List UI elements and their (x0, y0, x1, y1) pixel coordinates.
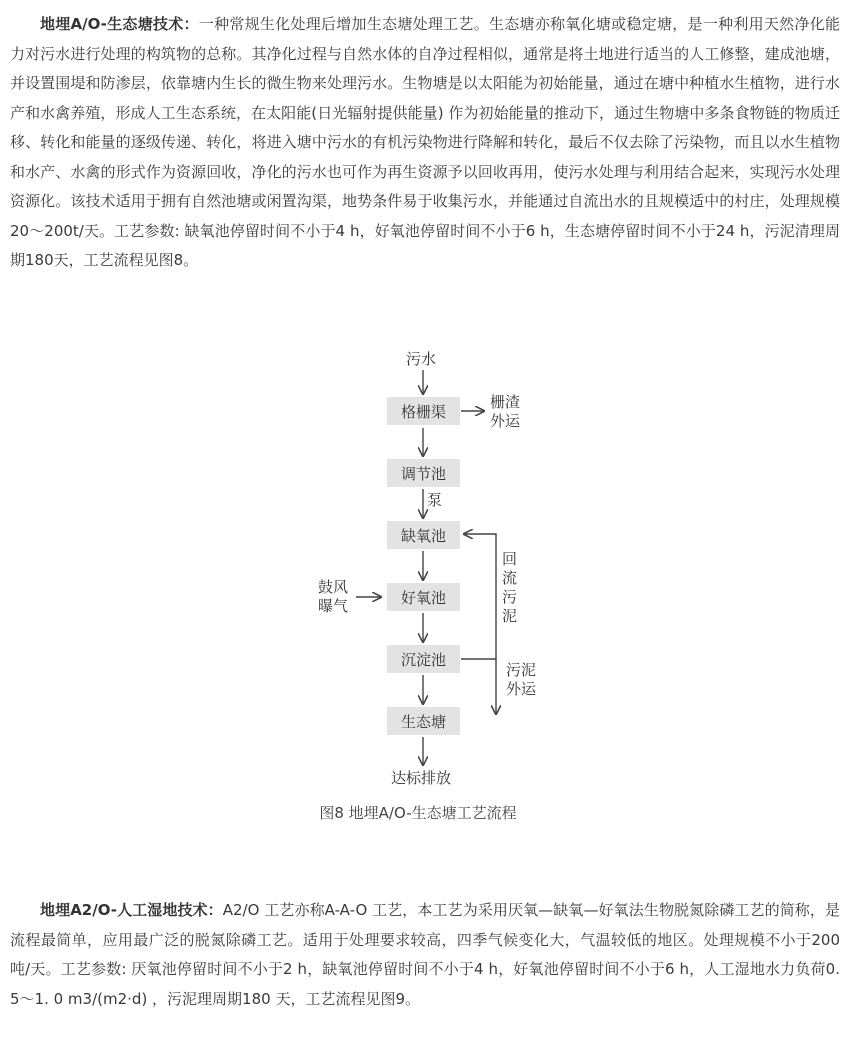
paragraph-text: A2/O 工艺亦称A-A-O 工艺，本工艺为采用厌氧—缺氧—好氧法生物脱氮除磷工艺的简称，是流程最简单，应用最广泛的脱氮除磷工艺。适用于处理要求较高，四季气候变化大，气温较低的地区。处理规模不小于200 吨/天。工艺参数: 厌氧池停留时间不小于2 h，缺氧池停留时间不小于4 h，好氧池停留时间不小于6 h，人工湿地水力负荷0. 5～1. 0 m3/(m2·d) ，污泥理周期180 天，工艺流程见图9。 (10, 901, 840, 1008)
figure-caption: 图8 地埋A/O-生态塘工艺流程 (319, 804, 517, 822)
paragraph-heading: 地埋A2/O-人工湿地技术： (40, 901, 223, 919)
flow-label-return-sludge: 回 流 污 泥 (502, 550, 518, 625)
flow-label-screenings: 栅渣 外运 (490, 393, 521, 430)
flow-box-eco-pond: 生态塘 (387, 707, 460, 735)
paragraph-heading: 地埋A/O-生态塘技术： (40, 15, 199, 33)
paragraph-text: 一种常规生化处理后增加生态塘处理工艺。生态塘亦称氧化塘或稳定塘，是一种利用天然净化能力对污水进行处理的构筑物的总称。其净化过程与自然水体的自净过程相似，通常是将土地进行适当的人工修整，建成池塘，并设置围堤和防渗层，依靠塘内生长的微生物来处理污水。生物塘是以太阳能为初始能量，通过在塘中种植水生植物，进行水产和水禽养殖，形成人工生态系统，在太阳能(日光辐射提供能量) 作为初始能量的推动下，通过生物塘中多条食物链的物质迁移、转化和能量的逐级传递、转化，将进入塘中污水的有机污染物进行降解和转化，最后不仅去除了污染物，而且以水生植物和水产、水禽的形式作为资源回收，净化的污水也可作为再生资源予以回收再用，使污水处理与利用结合起来，实现污水处理资源化。该技术适用于拥有自然池塘或闲置沟渠，地势条件易于收集污水，并能通过自流出水的且规模适中的村庄，处理规模20～200t/天。工艺参数: 缺氧池停留时间不小于4 h，好氧池停留时间不小于6 h，生态塘停留时间不小于24 h，污泥清理周期180天，工艺流程见图8。 (10, 15, 841, 269)
flow-label-aeration: 鼓风 曝气 (318, 578, 349, 615)
flow-input-label: 污水 (406, 350, 437, 368)
paragraph-a2o-wetland (10, 896, 840, 1014)
arrow-return-sludge (461, 534, 496, 659)
flow-output-label: 达标排放 (391, 769, 452, 787)
flow-box-anoxic-tank: 缺氧池 (387, 521, 460, 549)
flow-box-aerobic-tank: 好氧池 (387, 583, 460, 611)
flow-label-sludge-out: 污泥 外运 (506, 661, 537, 698)
flow-box-equalization-tank: 调节池 (387, 459, 460, 487)
flow-box-bar-screen: 格栅渠 (387, 397, 460, 425)
flow-label-pump: 泵 (427, 491, 443, 509)
flow-box-settling-tank: 沉淀池 (387, 645, 460, 673)
